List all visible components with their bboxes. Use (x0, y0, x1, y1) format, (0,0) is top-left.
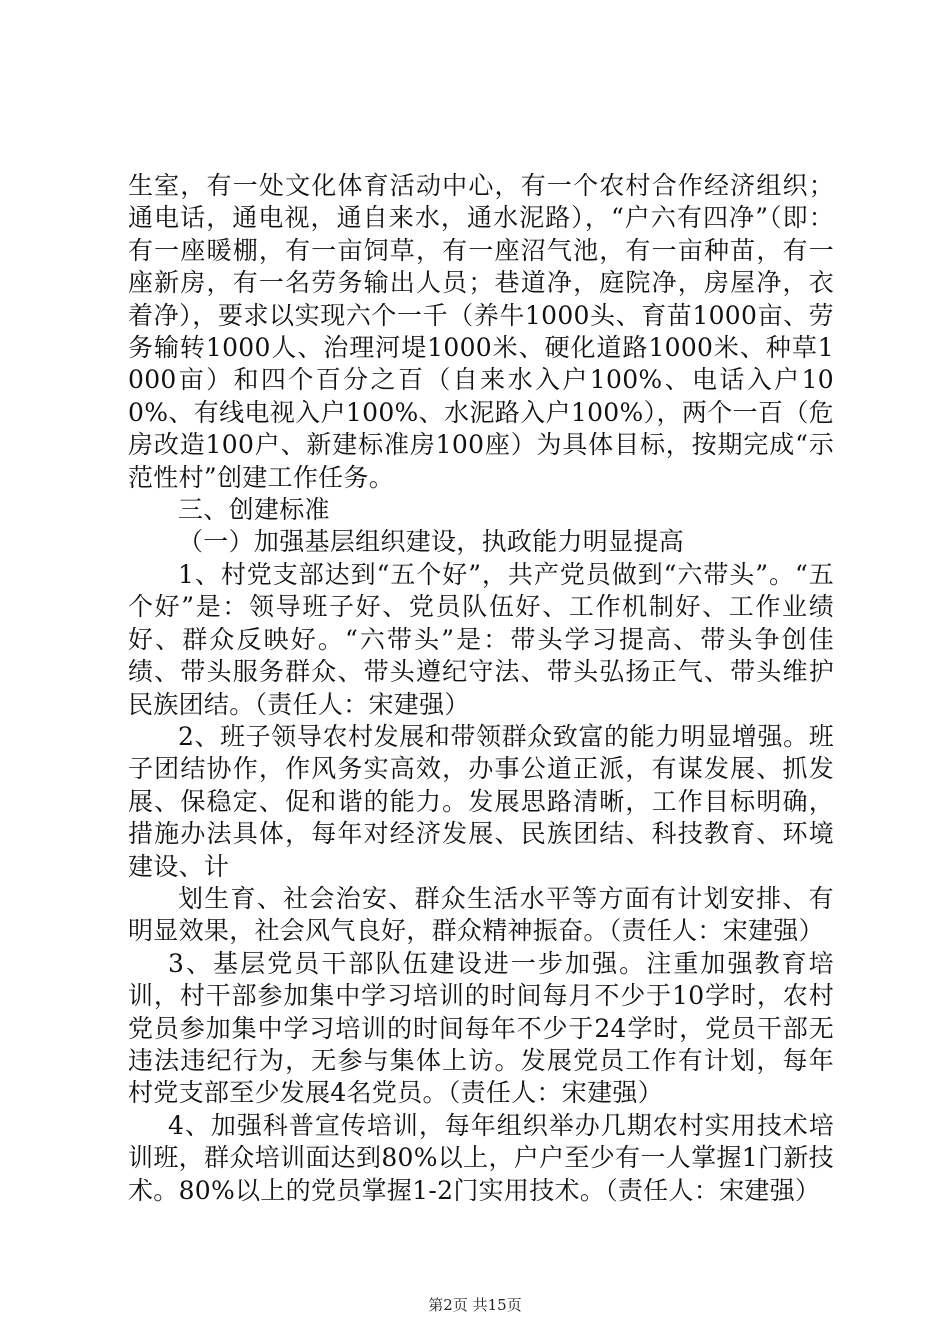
section-heading-standards: 三、创建标准 (178, 495, 330, 525)
paragraph-item-4: 4、加强科普宣传培训，每年组织举办几期农村实用技术培训班，群众培训面达到80%以上，户户至少有一人掌握1门新技术。80%以上的党员掌握1-2门实用技术。（责任人：宋建强） (128, 1110, 834, 1205)
subsection-heading-1: （一）加强基层组织建设，执政能力明显提高 (178, 527, 685, 557)
paragraph-item-2: 2、班子领导农村发展和带领群众致富的能力明显增强。班子团结协作，作风务实高效，办事公道正派，有谋发展、抓发展、保稳定、促和谐的能力。发展思路清晰，工作目标明确，措施办法具体，每年对经济发展、民族团结、科技教育、环境建设、计 (128, 721, 834, 881)
paragraph-item-1: 1、村党支部达到“五个好”，共产党员做到“六带头”。“五个好”是：领导班子好、党员队伍好、工作机制好、工作业绩好、群众反映好。“六带头”是：带头学习提高、带头争创佳绩、带头服务群众、带头遵纪守法、带头弘扬正气、带头维护民族团结。（责任人：宋建强） (128, 559, 834, 719)
document-body (128, 170, 834, 1207)
page-footer: 第2页 共15页 (428, 1296, 522, 1314)
paragraph-continuation: 生室，有一处文化体育活动中心，有一个农村合作经济组织；通电话，通电视，通自来水，通水泥路），“户六有四净”（即：有一座暖棚，有一亩饲草，有一座沼气池，有一亩种苗，有一座新房，有一名劳务输出人员；巷道净，庭院净，房屋净，衣着净），要求以实现六个一千（养牛1000头、育苗1000亩、劳务输转1000人、治理河堤1000米、硬化道路1000米、种草1000亩）和四个百分之百（自来水入户100%、电话入户100%、有线电视入户100%、水泥路入户100%），两个一百（危房改造100户、新建标准房100座）为具体目标，按期完成“示范性村”创建工作任务。 (128, 171, 834, 492)
paragraph-item-3: 3、基层党员干部队伍建设进一步加强。注重加强教育培训，村干部参加集中学习培训的时间每月不少于10学时，农村党员参加集中学习培训的时间每年不少于24学时，党员干部无违法违纪行为，无参与集体上访。发展党员工作有计划，每年村党支部至少发展4名党员。（责任人：宋建强） (128, 948, 834, 1108)
paragraph-item-2-continued: 划生育、社会治安、群众生活水平等方面有计划安排、有明显效果，社会风气良好，群众精神振奋。（责任人：宋建强） (128, 883, 834, 946)
